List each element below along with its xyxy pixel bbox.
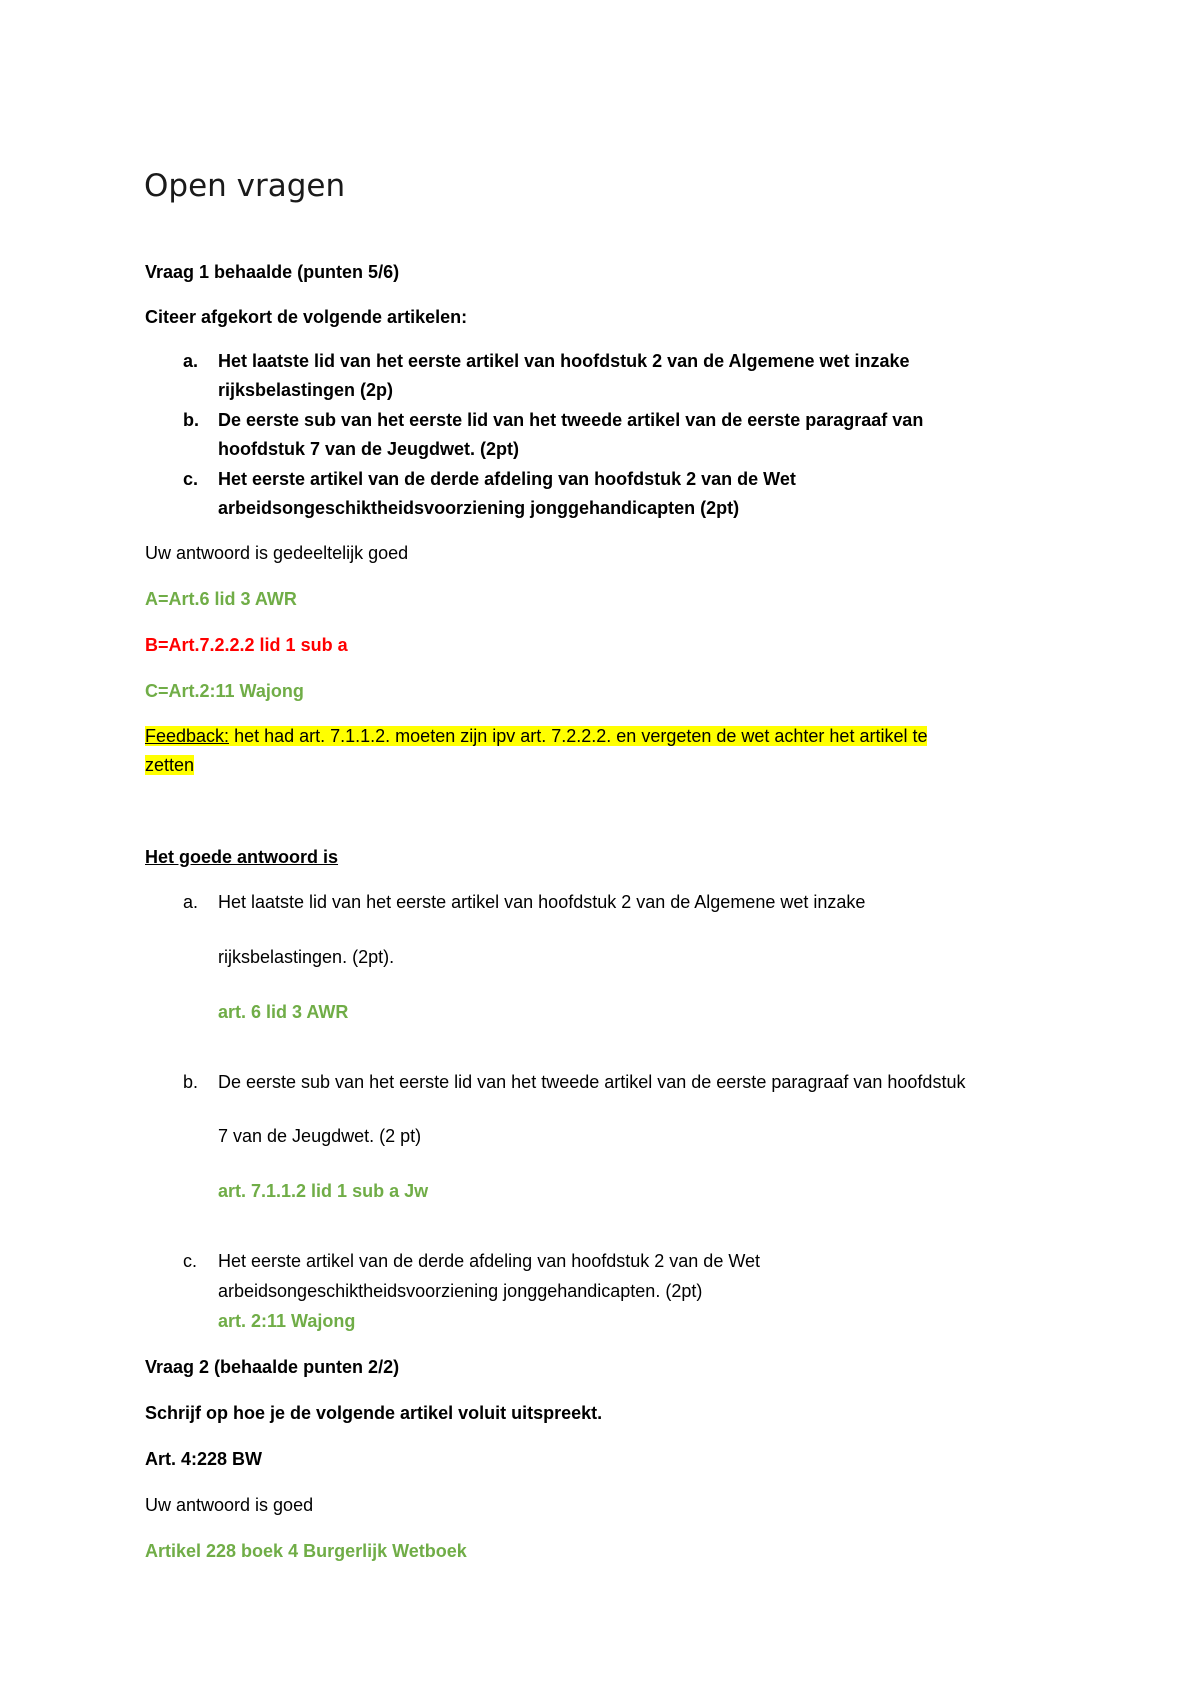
feedback-text: het had art. 7.1.1.2. moeten zijn ipv art. 7.2.2.2. en vergeten de wet achter het artikel te xyxy=(229,726,928,746)
item-a-line-2: rijksbelastingen (2p) xyxy=(218,380,394,400)
question-1-instruction: Citeer afgekort de volgende artikelen: xyxy=(145,307,468,327)
question-2-answer: Artikel 228 boek 4 Burgerlijk Wetboek xyxy=(145,1541,467,1561)
question-2-result: Uw antwoord is goed xyxy=(145,1495,314,1515)
question-1-heading: Vraag 1 behaalde (punten 5/6) xyxy=(145,262,400,282)
correct-c-line-2: arbeidsongeschiktheidsvoorziening jonggehandicapten. (2pt) xyxy=(218,1281,703,1301)
answer-a: A=Art.6 lid 3 AWR xyxy=(145,589,297,609)
page-title: Open vragen xyxy=(144,168,346,204)
item-c-line-1: Het eerste artikel van de derde afdeling van hoofdstuk 2 van de Wet xyxy=(218,469,796,489)
item-b-line-2: hoofdstuk 7 van de Jeugdwet. (2pt) xyxy=(218,439,520,459)
correct-c-answer: art. 2:11 Wajong xyxy=(218,1311,356,1331)
feedback-line-2 xyxy=(145,753,194,777)
answer-b: B=Art.7.2.2.2 lid 1 sub a xyxy=(145,635,348,655)
correct-a-answer: art. 6 lid 3 AWR xyxy=(218,1002,349,1022)
feedback-line-1 xyxy=(145,724,927,748)
question-2-instruction: Schrijf op hoe je de volgende artikel voluit uitspreekt. xyxy=(145,1403,603,1423)
correct-c-line-1: Het eerste artikel van de derde afdeling van hoofdstuk 2 van de Wet xyxy=(218,1251,761,1271)
correct-answer-heading: Het goede antwoord is xyxy=(145,847,339,867)
correct-a-line-1: Het laatste lid van het eerste artikel van hoofdstuk 2 van de Algemene wet inzake xyxy=(218,892,866,912)
feedback-text-continued: zetten xyxy=(145,755,195,775)
feedback-label: Feedback: xyxy=(145,726,230,746)
question-2-heading: Vraag 2 (behaalde punten 2/2) xyxy=(145,1357,400,1377)
correct-a-marker: a. xyxy=(183,892,199,912)
correct-b-line-2: 7 van de Jeugdwet. (2 pt) xyxy=(218,1126,422,1146)
item-b-line-1: De eerste sub van het eerste lid van het tweede artikel van de eerste paragraaf van xyxy=(218,410,924,430)
correct-b-line-1: De eerste sub van het eerste lid van het tweede artikel van de eerste paragraaf van hoofdstuk xyxy=(218,1072,966,1092)
item-b-marker: b. xyxy=(183,410,199,430)
item-c-marker: c. xyxy=(183,469,199,489)
correct-a-line-2: rijksbelastingen. (2pt). xyxy=(218,947,395,967)
correct-c-marker: c. xyxy=(183,1251,198,1271)
correct-b-marker: b. xyxy=(183,1072,199,1092)
question-2-article: Art. 4:228 BW xyxy=(145,1449,263,1469)
answer-c: C=Art.2:11 Wajong xyxy=(145,681,304,701)
item-a-marker: a. xyxy=(183,351,199,371)
question-1-result: Uw antwoord is gedeeltelijk goed xyxy=(145,543,409,563)
item-c-line-2: arbeidsongeschiktheidsvoorziening jonggehandicapten (2pt) xyxy=(218,498,740,518)
correct-b-answer: art. 7.1.1.2 lid 1 sub a Jw xyxy=(218,1181,429,1201)
item-a-line-1: Het laatste lid van het eerste artikel van hoofdstuk 2 van de Algemene wet inzake xyxy=(218,351,910,371)
